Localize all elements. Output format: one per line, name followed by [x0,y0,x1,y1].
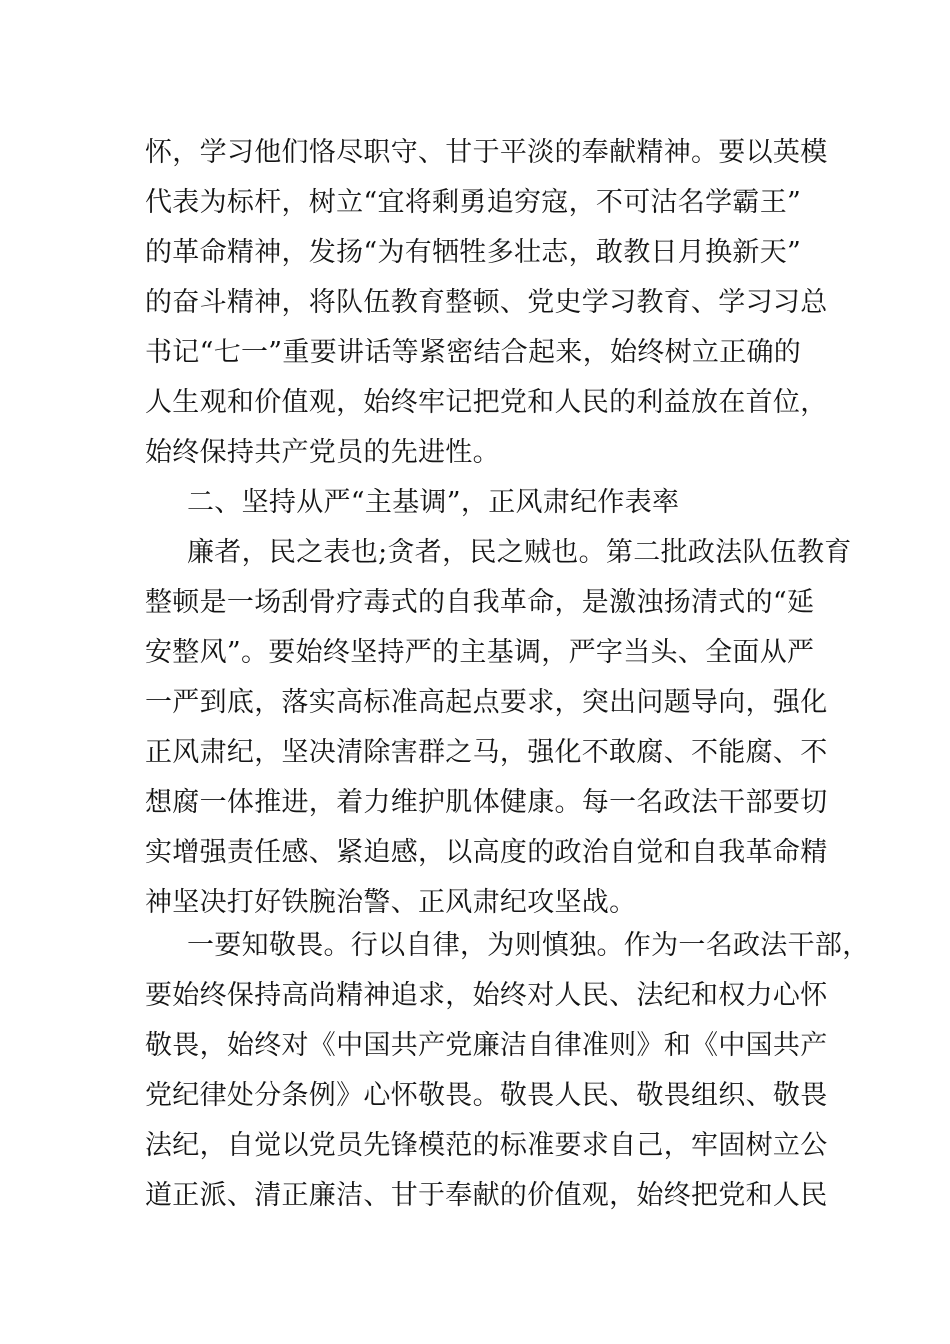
text-line: 一严到底，落实高标准高起点要求，突出问题导向，强化 [145,687,828,718]
text-line: 怀，学习他们恪尽职守、甘于平淡的奉献精神。要以英模 [145,137,828,168]
text-line: 想腐一体推进，着力维护肌体健康。每一名政法干部要切 [145,787,828,818]
text-line: 党纪律处分条例》心怀敬畏。敬畏人民、敬畏组织、敬畏 [145,1080,828,1111]
text-line: 一要知敬畏。行以自律，为则慎独。作为一名政法干部， [187,930,870,961]
text-line: 书记“七一”重要讲话等紧密结合起来，始终树立正确的 [145,337,802,368]
text-line: 的奋斗精神，将队伍教育整顿、党史学习教育、学习习总 [145,287,828,318]
text-line: 道正派、清正廉洁、甘于奉献的价值观，始终把党和人民 [145,1180,828,1211]
text-line: 神坚决打好铁腕治警、正风肃纪攻坚战。 [145,887,637,918]
text-line: 敬畏，始终对《中国共产党廉洁自律准则》和《中国共产 [145,1030,828,1061]
text-line: 正风肃纪，坚决清除害群之马，强化不敢腐、不能腐、不 [145,737,828,768]
text-line: 代表为标杆，树立“宜将剩勇追穷寇，不可沽名学霸王” [145,187,802,218]
text-line: 整顿是一场刮骨疗毒式的自我革命，是激浊扬清式的“延 [145,587,815,618]
text-line: 实增强责任感、紧迫感，以高度的政治自觉和自我革命精 [145,837,828,868]
section-heading: 二、坚持从严“主基调”，正风肃纪作表率 [187,487,680,518]
text-line: 始终保持共产党员的先进性。 [145,437,500,468]
text-line: 法纪，自觉以党员先锋模范的标准要求自己，牢固树立公 [145,1130,828,1161]
text-line: 廉者，民之表也;贪者，民之贼也。第二批政法队伍教育 [187,537,852,568]
text-line: 要始终保持高尚精神追求，始终对人民、法纪和权力心怀 [145,980,828,1011]
text-line: 人生观和价值观，始终牢记把党和人民的利益放在首位， [145,387,828,418]
text-line: 的革命精神，发扬“为有牺牲多壮志，敢教日月换新天” [145,237,802,268]
text-line: 安整风”。要始终坚持严的主基调，严字当头、全面从严 [145,637,815,668]
